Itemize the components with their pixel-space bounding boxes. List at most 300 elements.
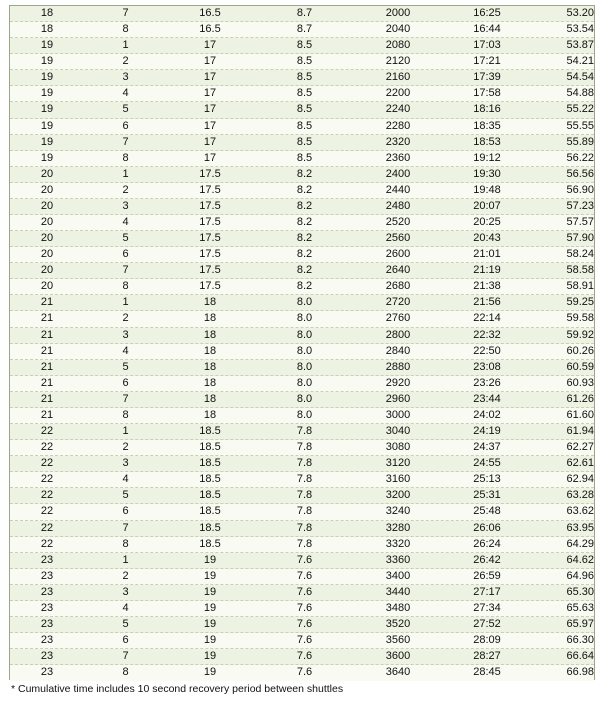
cell-speed-kmh: 18 [203, 392, 217, 405]
cell-shuttle-time-s: 8.5 [296, 55, 313, 68]
cell-level: 19 [40, 103, 54, 116]
cell-cumulative-time: 25:48 [473, 505, 501, 518]
cell-shuttle: 2 [122, 569, 129, 582]
cell-shuttle: 6 [122, 634, 129, 647]
cell-speed-kmh: 17.5 [199, 280, 221, 293]
cell-speed-kmh: 19 [203, 617, 217, 630]
cell-shuttle-time-s: 7.6 [296, 585, 313, 598]
table-row [10, 215, 594, 231]
cell-speed-kmh: 17.5 [199, 264, 221, 277]
cell-shuttle-time-s: 8.0 [296, 328, 313, 341]
cell-level: 20 [40, 280, 54, 293]
cell-level: 19 [40, 87, 54, 100]
cell-distance-m: 3360 [385, 553, 411, 566]
cell-distance-m: 2440 [385, 183, 411, 196]
table-row [10, 665, 594, 681]
cell-speed-kmh: 17 [203, 55, 217, 68]
cell-speed-kmh: 17 [203, 151, 217, 164]
cell-speed-kmh: 17 [203, 103, 217, 116]
cell-level: 20 [40, 264, 54, 277]
cell-vo2max: 59.58 [566, 312, 594, 325]
cell-distance-m: 3040 [385, 425, 411, 438]
cell-level: 21 [40, 408, 54, 421]
cell-level: 19 [40, 119, 54, 132]
cell-cumulative-time: 20:25 [473, 216, 501, 229]
cell-distance-m: 3400 [385, 569, 411, 582]
table-row [10, 504, 594, 520]
cell-shuttle: 4 [122, 601, 129, 614]
cell-vo2max: 55.22 [566, 103, 594, 116]
table-row [10, 119, 594, 135]
cell-shuttle-time-s: 8.0 [296, 360, 313, 373]
cell-level: 22 [40, 505, 54, 518]
cell-level: 21 [40, 328, 54, 341]
cell-cumulative-time: 17:39 [473, 71, 501, 84]
cell-shuttle-time-s: 8.2 [296, 232, 313, 245]
cell-vo2max: 54.21 [566, 55, 594, 68]
cell-speed-kmh: 18.5 [199, 489, 221, 502]
table-row [10, 199, 594, 215]
table-row [10, 408, 594, 424]
cell-vo2max: 61.60 [566, 408, 594, 421]
cell-vo2max: 65.97 [566, 617, 594, 630]
cell-level: 21 [40, 392, 54, 405]
cell-distance-m: 2640 [385, 264, 411, 277]
cell-vo2max: 57.23 [566, 199, 594, 212]
cell-shuttle: 7 [122, 264, 129, 277]
cell-shuttle: 1 [122, 167, 129, 180]
cell-shuttle: 8 [122, 23, 129, 36]
cell-speed-kmh: 17.5 [199, 199, 221, 212]
cell-shuttle: 3 [122, 328, 129, 341]
cell-level: 22 [40, 489, 54, 502]
table-row [10, 183, 594, 199]
cell-shuttle-time-s: 8.7 [296, 23, 313, 36]
cell-cumulative-time: 27:17 [473, 585, 501, 598]
cell-shuttle-time-s: 8.0 [296, 392, 313, 405]
cell-shuttle-time-s: 7.8 [296, 521, 313, 534]
cell-shuttle-time-s: 8.5 [296, 103, 313, 116]
cell-cumulative-time: 27:52 [473, 617, 501, 630]
cell-shuttle-time-s: 7.8 [296, 505, 313, 518]
cell-shuttle-time-s: 8.2 [296, 280, 313, 293]
cell-level: 23 [40, 585, 54, 598]
cell-shuttle-time-s: 7.8 [296, 473, 313, 486]
cell-level: 21 [40, 296, 54, 309]
footnote: * Cumulative time includes 10 second recovery period between shuttles [11, 683, 344, 695]
table-row [10, 86, 594, 102]
table-row [10, 70, 594, 86]
cell-vo2max: 61.26 [566, 392, 594, 405]
cell-shuttle: 1 [122, 39, 129, 52]
cell-cumulative-time: 24:02 [473, 408, 501, 421]
cell-cumulative-time: 21:19 [473, 264, 501, 277]
cell-shuttle: 6 [122, 248, 129, 261]
cell-speed-kmh: 19 [203, 666, 217, 679]
cell-shuttle-time-s: 7.6 [296, 601, 313, 614]
cell-speed-kmh: 18.5 [199, 425, 221, 438]
cell-cumulative-time: 25:31 [473, 489, 501, 502]
cell-shuttle: 6 [122, 376, 129, 389]
cell-shuttle: 3 [122, 585, 129, 598]
cell-level: 23 [40, 569, 54, 582]
cell-vo2max: 54.88 [566, 87, 594, 100]
cell-cumulative-time: 24:19 [473, 425, 501, 438]
cell-vo2max: 65.63 [566, 601, 594, 614]
cell-vo2max: 53.20 [566, 7, 594, 19]
table-row [10, 392, 594, 408]
table-row [10, 553, 594, 569]
cell-level: 20 [40, 167, 54, 180]
cell-cumulative-time: 21:56 [473, 296, 501, 309]
cell-shuttle-time-s: 7.8 [296, 441, 313, 454]
cell-cumulative-time: 20:43 [473, 232, 501, 245]
table-row [10, 231, 594, 247]
cell-cumulative-time: 16:25 [473, 7, 501, 19]
cell-level: 18 [40, 23, 54, 36]
cell-vo2max: 62.27 [566, 441, 594, 454]
cell-speed-kmh: 18 [203, 328, 217, 341]
cell-cumulative-time: 22:14 [473, 312, 501, 325]
cell-shuttle: 5 [122, 103, 129, 116]
cell-shuttle: 4 [122, 216, 129, 229]
cell-cumulative-time: 19:48 [473, 183, 501, 196]
table-row [10, 537, 594, 553]
cell-speed-kmh: 18 [203, 360, 217, 373]
cell-distance-m: 3240 [385, 505, 411, 518]
cell-level: 21 [40, 376, 54, 389]
cell-speed-kmh: 18 [203, 376, 217, 389]
cell-vo2max: 56.22 [566, 151, 594, 164]
table-row [10, 135, 594, 151]
cell-shuttle-time-s: 7.6 [296, 634, 313, 647]
table-row [10, 360, 594, 376]
cell-shuttle: 6 [122, 505, 129, 518]
cell-shuttle: 2 [122, 183, 129, 196]
cell-speed-kmh: 19 [203, 634, 217, 647]
cell-shuttle: 2 [122, 55, 129, 68]
cell-speed-kmh: 17.5 [199, 216, 221, 229]
cell-cumulative-time: 28:45 [473, 666, 501, 679]
cell-shuttle: 6 [122, 119, 129, 132]
table-row [10, 263, 594, 279]
cell-shuttle-time-s: 8.0 [296, 376, 313, 389]
cell-vo2max: 60.59 [566, 360, 594, 373]
cell-vo2max: 58.24 [566, 248, 594, 261]
cell-speed-kmh: 17 [203, 71, 217, 84]
cell-distance-m: 2720 [385, 296, 411, 309]
cell-speed-kmh: 18.5 [199, 473, 221, 486]
cell-shuttle: 7 [122, 135, 129, 148]
cell-vo2max: 53.87 [566, 39, 594, 52]
cell-shuttle-time-s: 8.2 [296, 199, 313, 212]
table-row [10, 376, 594, 392]
cell-distance-m: 2320 [385, 135, 411, 148]
cell-shuttle: 7 [122, 650, 129, 663]
cell-distance-m: 3600 [385, 650, 411, 663]
cell-speed-kmh: 19 [203, 585, 217, 598]
cell-speed-kmh: 16.5 [199, 23, 221, 36]
table-row [10, 617, 594, 633]
table-row [10, 247, 594, 263]
table-row [10, 38, 594, 54]
cell-shuttle-time-s: 8.2 [296, 248, 313, 261]
cell-speed-kmh: 17.5 [199, 232, 221, 245]
cell-cumulative-time: 17:21 [473, 55, 501, 68]
cell-cumulative-time: 27:34 [473, 601, 501, 614]
cell-level: 19 [40, 151, 54, 164]
cell-shuttle-time-s: 7.8 [296, 537, 313, 550]
cell-vo2max: 56.90 [566, 183, 594, 196]
cell-shuttle: 2 [122, 441, 129, 454]
cell-distance-m: 2280 [385, 119, 411, 132]
cell-shuttle-time-s: 8.0 [296, 344, 313, 357]
cell-level: 23 [40, 650, 54, 663]
cell-distance-m: 3080 [385, 441, 411, 454]
cell-distance-m: 2160 [385, 71, 411, 84]
cell-speed-kmh: 17 [203, 87, 217, 100]
cell-distance-m: 2000 [385, 7, 411, 19]
cell-level: 21 [40, 312, 54, 325]
cell-shuttle: 8 [122, 280, 129, 293]
cell-distance-m: 2040 [385, 23, 411, 36]
cell-distance-m: 3200 [385, 489, 411, 502]
cell-vo2max: 55.89 [566, 135, 594, 148]
cell-shuttle: 4 [122, 473, 129, 486]
cell-vo2max: 64.29 [566, 537, 594, 550]
cell-shuttle-time-s: 8.5 [296, 39, 313, 52]
cell-cumulative-time: 26:06 [473, 521, 501, 534]
cell-shuttle: 5 [122, 360, 129, 373]
cell-distance-m: 2880 [385, 360, 411, 373]
cell-level: 22 [40, 521, 54, 534]
cell-vo2max: 65.30 [566, 585, 594, 598]
cell-cumulative-time: 26:59 [473, 569, 501, 582]
cell-distance-m: 2400 [385, 167, 411, 180]
cell-shuttle: 7 [122, 521, 129, 534]
cell-shuttle: 8 [122, 151, 129, 164]
table-row [10, 424, 594, 440]
cell-distance-m: 3640 [385, 666, 411, 679]
cell-cumulative-time: 17:03 [473, 39, 501, 52]
cell-cumulative-time: 24:55 [473, 457, 501, 470]
cell-distance-m: 2680 [385, 280, 411, 293]
cell-distance-m: 3560 [385, 634, 411, 647]
table-row [10, 167, 594, 183]
table-row [10, 102, 594, 118]
cell-cumulative-time: 25:13 [473, 473, 501, 486]
cell-distance-m: 2760 [385, 312, 411, 325]
cell-vo2max: 58.91 [566, 280, 594, 293]
table-row [10, 569, 594, 585]
shuttle-table-frame [9, 5, 595, 680]
cell-speed-kmh: 16.5 [199, 7, 221, 19]
cell-vo2max: 60.26 [566, 344, 594, 357]
cell-cumulative-time: 19:12 [473, 151, 501, 164]
cell-shuttle-time-s: 8.0 [296, 312, 313, 325]
table-row [10, 472, 594, 488]
table-row [10, 633, 594, 649]
cell-distance-m: 2960 [385, 392, 411, 405]
cell-level: 20 [40, 199, 54, 212]
cell-shuttle-time-s: 8.2 [296, 167, 313, 180]
cell-speed-kmh: 17 [203, 39, 217, 52]
cell-distance-m: 2240 [385, 103, 411, 116]
cell-cumulative-time: 18:16 [473, 103, 501, 116]
cell-shuttle: 3 [122, 199, 129, 212]
table-row [10, 585, 594, 601]
cell-level: 19 [40, 71, 54, 84]
cell-level: 22 [40, 473, 54, 486]
cell-vo2max: 62.61 [566, 457, 594, 470]
cell-vo2max: 55.55 [566, 119, 594, 132]
cell-level: 23 [40, 601, 54, 614]
cell-distance-m: 2920 [385, 376, 411, 389]
cell-shuttle-time-s: 7.8 [296, 489, 313, 502]
cell-vo2max: 59.92 [566, 328, 594, 341]
table-row [10, 311, 594, 327]
cell-vo2max: 61.94 [566, 425, 594, 438]
cell-cumulative-time: 24:37 [473, 441, 501, 454]
cell-shuttle-time-s: 7.6 [296, 553, 313, 566]
cell-shuttle: 2 [122, 312, 129, 325]
cell-shuttle: 8 [122, 537, 129, 550]
cell-distance-m: 3160 [385, 473, 411, 486]
cell-level: 22 [40, 537, 54, 550]
cell-shuttle: 5 [122, 617, 129, 630]
cell-distance-m: 2560 [385, 232, 411, 245]
shuttle-table [10, 6, 594, 681]
table-row [10, 488, 594, 504]
cell-shuttle-time-s: 7.6 [296, 569, 313, 582]
table-row [10, 649, 594, 665]
cell-cumulative-time: 21:01 [473, 248, 501, 261]
cell-vo2max: 59.25 [566, 296, 594, 309]
cell-level: 20 [40, 216, 54, 229]
cell-speed-kmh: 17 [203, 135, 217, 148]
cell-distance-m: 2800 [385, 328, 411, 341]
cell-speed-kmh: 19 [203, 650, 217, 663]
table-row [10, 456, 594, 472]
cell-cumulative-time: 26:42 [473, 553, 501, 566]
cell-distance-m: 2360 [385, 151, 411, 164]
table-row [10, 151, 594, 167]
cell-distance-m: 2840 [385, 344, 411, 357]
cell-vo2max: 56.56 [566, 167, 594, 180]
cell-speed-kmh: 18.5 [199, 457, 221, 470]
cell-vo2max: 63.28 [566, 489, 594, 502]
cell-shuttle-time-s: 8.0 [296, 408, 313, 421]
cell-speed-kmh: 17 [203, 119, 217, 132]
cell-distance-m: 3320 [385, 537, 411, 550]
table-row [10, 22, 594, 38]
cell-shuttle: 4 [122, 344, 129, 357]
cell-shuttle: 3 [122, 457, 129, 470]
cell-vo2max: 54.54 [566, 71, 594, 84]
table-row [10, 521, 594, 537]
cell-shuttle: 8 [122, 408, 129, 421]
cell-speed-kmh: 18 [203, 312, 217, 325]
cell-speed-kmh: 19 [203, 553, 217, 566]
cell-cumulative-time: 20:07 [473, 199, 501, 212]
table-row [10, 295, 594, 311]
cell-cumulative-time: 18:53 [473, 135, 501, 148]
cell-vo2max: 63.62 [566, 505, 594, 518]
cell-speed-kmh: 18 [203, 408, 217, 421]
table-row [10, 328, 594, 344]
cell-vo2max: 66.30 [566, 634, 594, 647]
cell-level: 23 [40, 666, 54, 679]
cell-distance-m: 3280 [385, 521, 411, 534]
cell-distance-m: 2120 [385, 55, 411, 68]
cell-shuttle-time-s: 8.2 [296, 183, 313, 196]
cell-speed-kmh: 17.5 [199, 248, 221, 261]
cell-shuttle-time-s: 8.5 [296, 87, 313, 100]
cell-shuttle-time-s: 7.6 [296, 617, 313, 630]
cell-vo2max: 53.54 [566, 23, 594, 36]
cell-shuttle: 1 [122, 553, 129, 566]
cell-distance-m: 2080 [385, 39, 411, 52]
cell-cumulative-time: 23:26 [473, 376, 501, 389]
cell-shuttle: 1 [122, 296, 129, 309]
cell-shuttle: 7 [122, 392, 129, 405]
cell-shuttle: 8 [122, 666, 129, 679]
table-row [10, 54, 594, 70]
cell-distance-m: 2600 [385, 248, 411, 261]
cell-vo2max: 62.94 [566, 473, 594, 486]
cell-shuttle: 5 [122, 489, 129, 502]
cell-shuttle-time-s: 7.8 [296, 425, 313, 438]
cell-shuttle-time-s: 8.5 [296, 135, 313, 148]
cell-shuttle-time-s: 7.6 [296, 666, 313, 679]
cell-distance-m: 2480 [385, 199, 411, 212]
cell-vo2max: 57.90 [566, 232, 594, 245]
cell-speed-kmh: 17.5 [199, 167, 221, 180]
cell-speed-kmh: 18.5 [199, 521, 221, 534]
cell-shuttle: 1 [122, 425, 129, 438]
cell-shuttle-time-s: 8.2 [296, 216, 313, 229]
cell-level: 18 [40, 7, 54, 19]
table-row [10, 6, 594, 22]
cell-level: 21 [40, 360, 54, 373]
cell-cumulative-time: 22:50 [473, 344, 501, 357]
cell-cumulative-time: 26:24 [473, 537, 501, 550]
cell-vo2max: 58.58 [566, 264, 594, 277]
cell-shuttle-time-s: 8.5 [296, 119, 313, 132]
cell-shuttle-time-s: 7.6 [296, 650, 313, 663]
cell-level: 21 [40, 344, 54, 357]
table-row [10, 440, 594, 456]
cell-cumulative-time: 23:44 [473, 392, 501, 405]
cell-shuttle-time-s: 7.8 [296, 457, 313, 470]
cell-cumulative-time: 18:35 [473, 119, 501, 132]
cell-speed-kmh: 17.5 [199, 183, 221, 196]
cell-cumulative-time: 16:44 [473, 23, 501, 36]
cell-vo2max: 64.62 [566, 553, 594, 566]
cell-level: 19 [40, 39, 54, 52]
cell-vo2max: 66.64 [566, 650, 594, 663]
cell-level: 22 [40, 457, 54, 470]
cell-shuttle-time-s: 8.5 [296, 151, 313, 164]
cell-vo2max: 64.96 [566, 569, 594, 582]
cell-level: 23 [40, 553, 54, 566]
cell-cumulative-time: 28:09 [473, 634, 501, 647]
table-row [10, 344, 594, 360]
cell-distance-m: 2200 [385, 87, 411, 100]
cell-level: 20 [40, 183, 54, 196]
cell-speed-kmh: 18.5 [199, 505, 221, 518]
cell-distance-m: 3520 [385, 617, 411, 630]
